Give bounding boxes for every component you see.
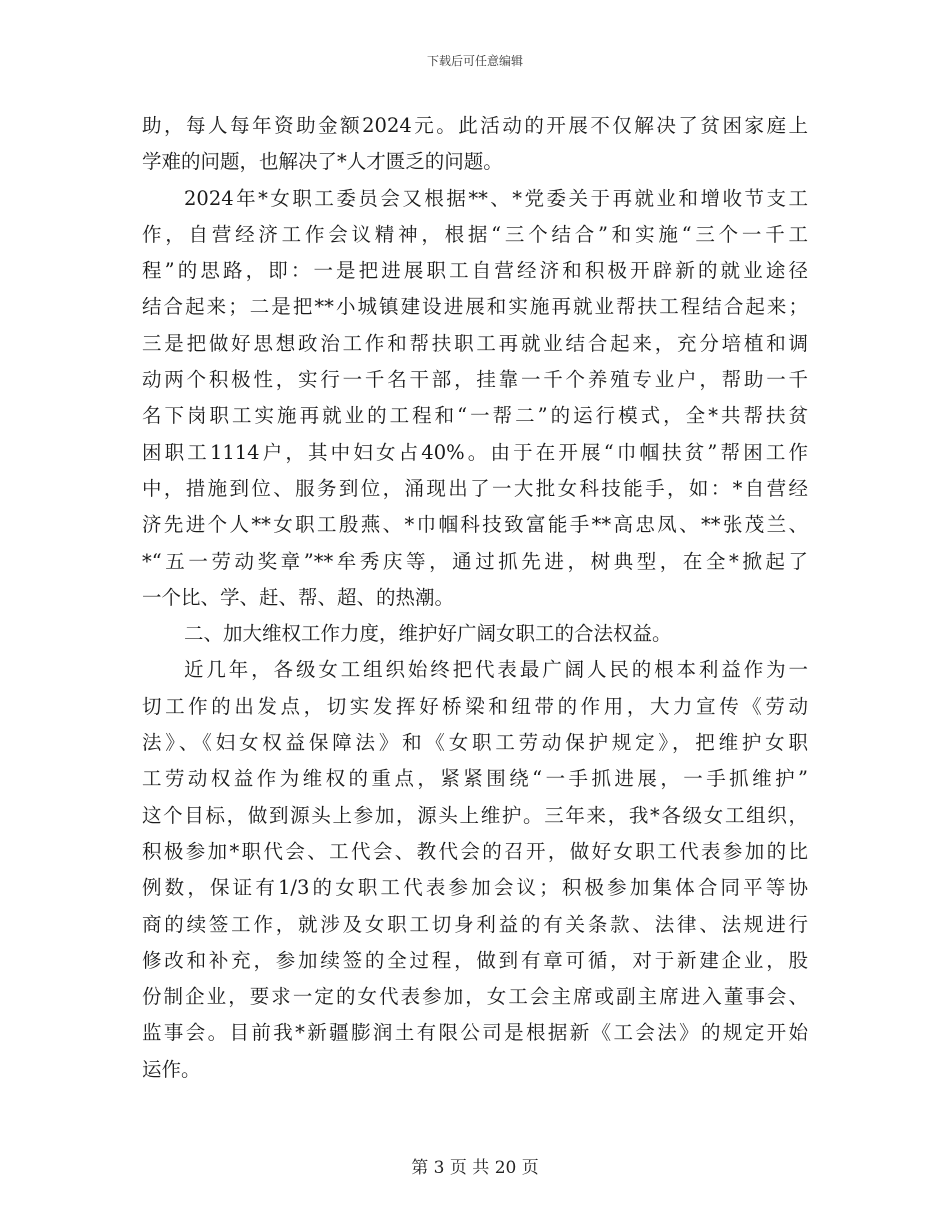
text-line: 作，自营经济工作会议精神，根据“三个结合”和实施“三个一千工 xyxy=(142,222,808,246)
text-line: 困职工1114户，其中妇女占40%。由于在开展“巾帼扶贫”帮困工作 xyxy=(142,440,808,464)
text-line: 名下岗职工实施再就业的工程和“一帮二”的运行模式，全*共帮扶贫 xyxy=(142,404,808,428)
text-line: 例数，保证有1/3的女职工代表参加会议；积极参加集体合同平等协 xyxy=(142,876,808,900)
text-line: 学难的问题，也解决了*人才匮乏的问题。 xyxy=(142,150,503,174)
text-line: 份制企业，要求一定的女代表参加，女工会主席或副主席进入董事会、 xyxy=(142,985,808,1009)
text-line: 法》、《妇女权益保障法》和《女职工劳动保护规定》，把维护女职 xyxy=(142,731,808,755)
text-line: 积极参加*职代会、工代会、教代会的召开，做好女职工代表参加的比 xyxy=(142,839,808,863)
text-line: 监事会。目前我*新疆膨润土有限公司是根据新《工会法》的规定开始 xyxy=(142,1021,808,1045)
text-line: 切工作的出发点，切实发挥好桥梁和纽带的作用，大力宣传《劳动 xyxy=(142,694,808,718)
text-line: *“五一劳动奖章”**牟秀庆等，通过抓先进，树典型，在全*掀起了 xyxy=(142,549,808,573)
text-line: 中，措施到位、服务到位，涌现出了一大批女科技能手，如：*自营经 xyxy=(142,476,808,500)
text-line: 工劳动权益作为维权的重点，紧紧围绕“一手抓进展，一手抓维护” xyxy=(142,767,808,791)
text-line: 一个比、学、赶、帮、超、的热潮。 xyxy=(142,585,455,609)
document-body xyxy=(142,108,808,1088)
text-line: 济先进个人**女职工殷燕、*巾帼科技致富能手**高忠凤、**张茂兰、 xyxy=(142,513,808,537)
text-line: 运作。 xyxy=(142,1057,201,1081)
text-line: 2024年*女职工委员会又根据**、*党委关于再就业和增收节支工 xyxy=(184,186,808,210)
text-line: 商的续签工作，就涉及女职工切身利益的有关条款、法律、法规进行 xyxy=(142,912,808,936)
text-line: 助，每人每年资助金额2024元。此活动的开展不仅解决了贫困家庭上 xyxy=(142,114,808,137)
page-footer: 第 3 页 共 20 页 xyxy=(411,1158,539,1178)
text-line: 修改和补充，参加续签的全过程，做到有章可循，对于新建企业，股 xyxy=(142,948,808,972)
text-line: 程”的思路，即：一是把进展职工自营经济和积极开辟新的就业途径 xyxy=(142,259,808,283)
text-line: 近几年，各级女工组织始终把代表最广阔人民的根本利益作为一 xyxy=(184,658,808,682)
text-line: 三是把做好思想政治工作和帮扶职工再就业结合起来，充分培植和调 xyxy=(142,331,808,355)
page-header-note: 下载后可任意编辑 xyxy=(426,54,523,68)
text-line: 结合起来；二是把**小城镇建设进展和实施再就业帮扶工程结合起来； xyxy=(142,295,808,319)
text-line: 动两个积极性，实行一千名干部，挂靠一千个养殖专业户，帮助一千 xyxy=(142,368,808,392)
text-line: 二、加大维权工作力度，维护好广阔女职工的合法权益。 xyxy=(184,622,672,646)
text-line: 这个目标，做到源头上参加，源头上维护。三年来，我*各级女工组织， xyxy=(142,803,808,827)
